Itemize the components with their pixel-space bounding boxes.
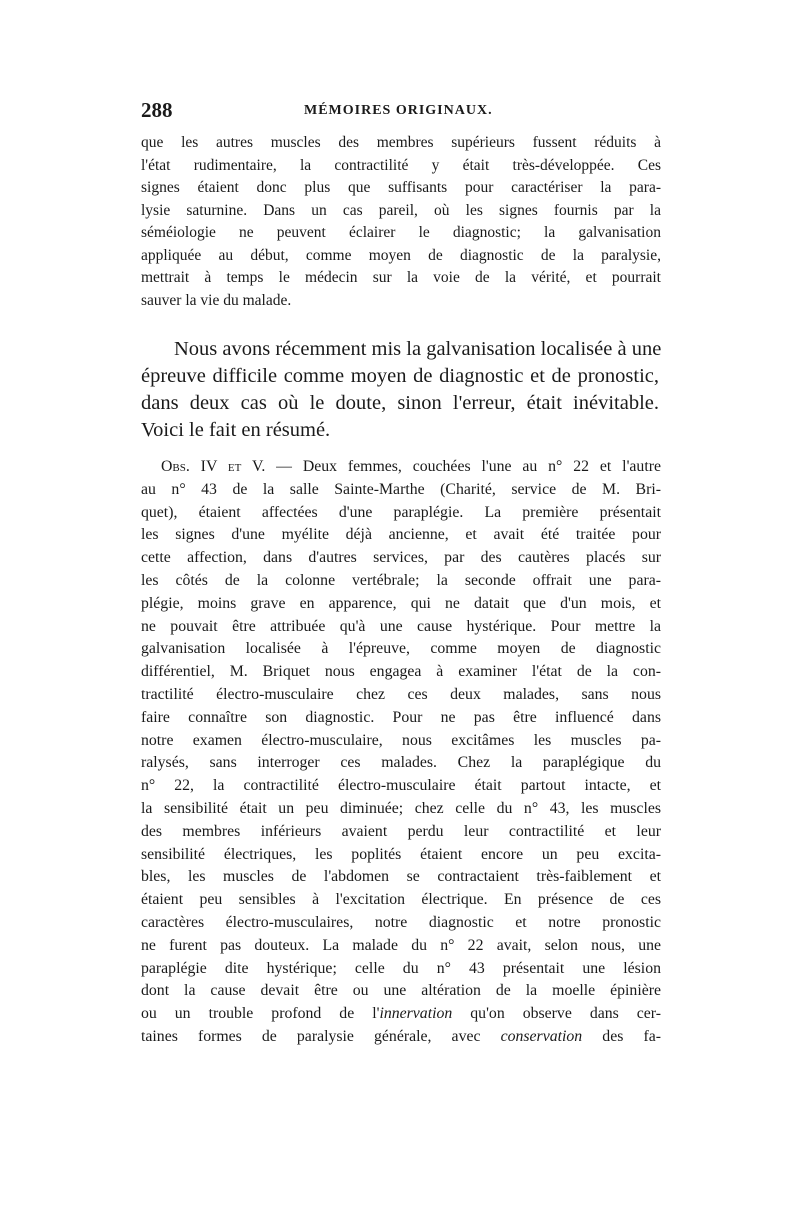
page-header xyxy=(141,98,661,122)
text-line: faire connaître son diagnostic. Pour ne pas être influencé dans xyxy=(141,708,661,726)
paragraph-2 xyxy=(141,336,662,444)
text-line: dont la cause devait être ou une altération de la moelle épinière xyxy=(141,982,661,1000)
text-line: ne furent pas douteux. La malade du n° 22 avait, selon nous, une xyxy=(141,936,661,954)
text-line: Nous avons récemment mis la galvanisation localisée à une xyxy=(174,338,662,360)
text-line: étaient peu sensibles à l'excitation électrique. En présence de ces xyxy=(141,891,661,909)
text-segment: des fa- xyxy=(582,1027,661,1045)
text-line xyxy=(141,1003,661,1026)
text-segment: qu'on observe dans cer- xyxy=(452,1005,662,1023)
text-line: mettrait à temps le médecin sur la voie de la vérité, et pourrait xyxy=(141,269,661,286)
page-number: 288 xyxy=(141,98,173,122)
text-line: que les autres muscles des membres supérieurs fussent réduits à xyxy=(141,134,661,151)
italic-term: conservation xyxy=(500,1027,583,1045)
text-line: sauver la vie du malade. xyxy=(141,291,292,309)
text-line: galvanisation localisée à l'épreuve, comme moyen de diagnostic xyxy=(141,640,661,658)
text-line: tractilité électro-musculaire chez ces deux malades, sans nous xyxy=(141,685,661,703)
text-line: séméiologie ne peuvent éclairer le diagnostic; la galvanisation xyxy=(141,224,661,241)
text-line: au n° 43 de la salle Sainte-Marthe (Charité, service de M. Bri- xyxy=(141,480,661,498)
italic-term: innervation xyxy=(379,1005,453,1023)
text-line: plégie, moins grave en apparence, qui ne datait que d'un mois, et xyxy=(141,594,661,612)
text-line: sensibilité électriques, les poplités étaient encore un peu excita- xyxy=(141,845,661,863)
observation-intro: — Deux femmes, couchées l'une au n° 22 et l'autre xyxy=(265,458,661,475)
text-line: ralysés, sans interroger ces malades. Chez la paraplégique du xyxy=(141,754,661,772)
text-line: quet), étaient affectées d'une paraplégie. La première présentait xyxy=(141,503,661,521)
text-line: paraplégie dite hystérique; celle du n° 43 présentait une lésion xyxy=(141,959,661,977)
text-line xyxy=(141,1026,661,1049)
text-line: l'état rudimentaire, la contractilité y était très-développée. Ces xyxy=(141,156,661,174)
text-line: caractères électro-musculaires, notre diagnostic et notre pronostic xyxy=(141,913,661,931)
text-line: n° 22, la contractilité électro-musculaire était partout intacte, et xyxy=(141,777,661,795)
text-line: appliquée au début, comme moyen de diagnostic de la paralysie, xyxy=(141,246,661,264)
text-line: des membres inférieurs avaient perdu leur contractilité et leur xyxy=(141,822,661,840)
text-line: les côtés de la colonne vertébrale; la seconde offrait une para- xyxy=(141,571,661,589)
paragraph-1 xyxy=(141,132,661,312)
text-segment: taines formes de paralysie générale, avec xyxy=(141,1027,501,1045)
text-line: lysie saturnine. Dans un cas pareil, où les signes fournis par la xyxy=(141,201,661,219)
text-line: différentiel, M. Briquet nous engagea à examiner l'état de la con- xyxy=(141,663,661,681)
observation-paragraph xyxy=(141,456,661,1049)
text-line: signes étaient donc plus que suffisants pour caractériser la para- xyxy=(141,179,661,196)
text-line: Voici le fait en résumé. xyxy=(141,419,331,441)
text-line: dans deux cas où le doute, sinon l'erreur, était inévitable. xyxy=(141,392,659,414)
text-line: ne pouvait être attribuée qu'à une cause hystérique. Pour mettre la xyxy=(141,617,661,635)
running-title: MÉMOIRES ORIGINAUX. xyxy=(304,103,493,118)
text-line: cette affection, dans d'autres services, par des cautères placés sur xyxy=(141,549,661,567)
text-line: bles, les muscles de l'abdomen se contractaient très-faiblement et xyxy=(141,868,661,886)
text-line: notre examen électro-musculaire, nous excitâmes les muscles pa- xyxy=(141,731,661,749)
text-line: épreuve difficile comme moyen de diagnostic et de pronostic, xyxy=(141,365,659,387)
text-line: la sensibilité était un peu diminuée; chez celle du n° 43, les muscles xyxy=(141,799,661,817)
text-segment: ou un trouble profond de l' xyxy=(141,1005,380,1023)
text-line xyxy=(141,456,661,479)
observation-label: Obs. IV et V. xyxy=(161,458,266,475)
text-line: les signes d'une myélite déjà ancienne, et avait été traitée pour xyxy=(141,526,661,544)
